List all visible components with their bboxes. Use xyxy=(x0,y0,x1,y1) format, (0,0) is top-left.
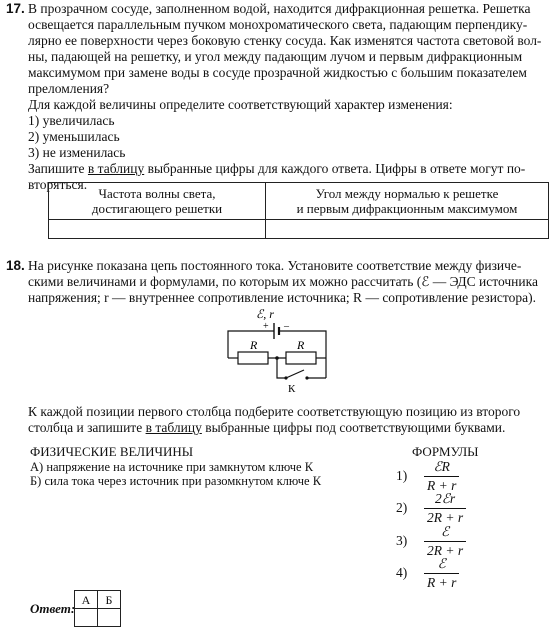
table-link: в таблицу xyxy=(145,420,202,435)
q17-answer-cell-frequency[interactable] xyxy=(49,220,266,239)
question-17-text xyxy=(28,1,552,193)
answer-col-a-header: А xyxy=(75,591,98,609)
q17-option: 1) увеличилась xyxy=(28,113,115,128)
table-link: в таблицу xyxy=(87,161,145,176)
q17-line: освещается параллельным пучком монохроматического света, падающим перпендику- xyxy=(28,17,528,32)
answer-cell-b[interactable] xyxy=(98,609,121,627)
q17-col-frequency-header: Частота волны света, достигающего решетки xyxy=(49,183,266,220)
q17-line: ны, падающей на решетку, и угол между падающим лучом и первым дифракционным xyxy=(28,49,523,64)
q17-option: 3) не изменилась xyxy=(28,145,126,160)
circuit-diagram xyxy=(220,304,340,396)
minus-sign: – xyxy=(284,321,289,332)
switch-contact xyxy=(305,376,308,379)
q17-col-angle-header: Угол между нормалью к решетке и первым дифракционным максимумом xyxy=(266,183,549,220)
answer-col-b-header: Б xyxy=(98,591,121,609)
emf-label: ℰ, r xyxy=(256,307,274,321)
quantity-item-b: Б) сила тока через источник при разомкнутом ключе К xyxy=(30,474,322,488)
switch-blade xyxy=(286,370,304,378)
formula-1: 1) $\frac{\text{ℰR}}{R + r}$ xyxy=(396,459,459,493)
answer-label: Ответ: xyxy=(30,601,76,616)
q18-line: скими величинами и формулами, по которым их можно рассчитать (ℰ — ЭДС источника xyxy=(28,274,538,289)
q17-line: лярно ее поверхности через боковую стенку сосуда. Как изменятся частота световой вол- xyxy=(28,33,542,48)
question-17-number: 17. xyxy=(6,1,25,16)
q18-answer-table xyxy=(74,590,121,627)
q17-write-instruction-cont: вторяться. xyxy=(28,177,88,192)
q17-answer-cell-angle[interactable] xyxy=(266,220,549,239)
quantities-header: ФИЗИЧЕСКИЕ ВЕЛИЧИНЫ xyxy=(30,444,194,459)
resistor-1-label: R xyxy=(250,338,258,352)
question-18-text xyxy=(28,258,552,306)
q17-instruction: Для каждой величины определите соответствующий характер изменения: xyxy=(28,97,453,112)
resistor-2-label: R xyxy=(297,338,305,352)
formulas-header: ФОРМУЛЫ xyxy=(412,444,479,459)
formula-4: 4) $\frac{\text{ℰ}}{R + r}$ xyxy=(396,556,459,590)
switch-wire xyxy=(277,358,286,378)
q17-answer-table xyxy=(48,182,549,239)
q18-line: На рисунке показана цепь постоянного тока. Установите соответствие между физиче- xyxy=(28,258,522,273)
answer-cell-a[interactable] xyxy=(75,609,98,627)
resistor-1 xyxy=(238,352,268,364)
switch-contact xyxy=(284,376,287,379)
quantity-item-a: А) напряжение на источнике при замкнутом ключе К xyxy=(30,460,314,474)
q17-line: В прозрачном сосуде, заполненном водой, находится дифракционная решетка. Решетка xyxy=(28,1,531,16)
q17-option: 2) уменьшилась xyxy=(28,129,120,144)
q18-instruction: К каждой позиции первого столбца подберите соответствующую позицию из второго столбца и запишите в таблицу выбранные цифры под соответствующими буквами. xyxy=(28,404,521,435)
resistor-2 xyxy=(286,352,316,364)
switch-label: К xyxy=(288,383,296,395)
question-18-number: 18. xyxy=(6,258,25,273)
q17-line: максимумом при замене воды в сосуде прозрачной жидкостью с большим показателем xyxy=(28,65,527,80)
formula-2: 2) $\frac{\text{2ℰr}}{2R + r}$ xyxy=(396,491,466,525)
plus-sign: + xyxy=(263,321,269,332)
formula-3: 3) $\frac{\text{ℰ}}{2R + r}$ xyxy=(396,524,466,558)
q17-write-instruction: Запишите в таблицу выбранные цифры для каждого ответа. Цифры в ответе могут по- xyxy=(28,161,526,176)
q18-line: напряжения; r — внутреннее сопротивление источника; R — сопротивление резистора). xyxy=(28,290,537,305)
q17-line: преломления? xyxy=(28,81,110,96)
